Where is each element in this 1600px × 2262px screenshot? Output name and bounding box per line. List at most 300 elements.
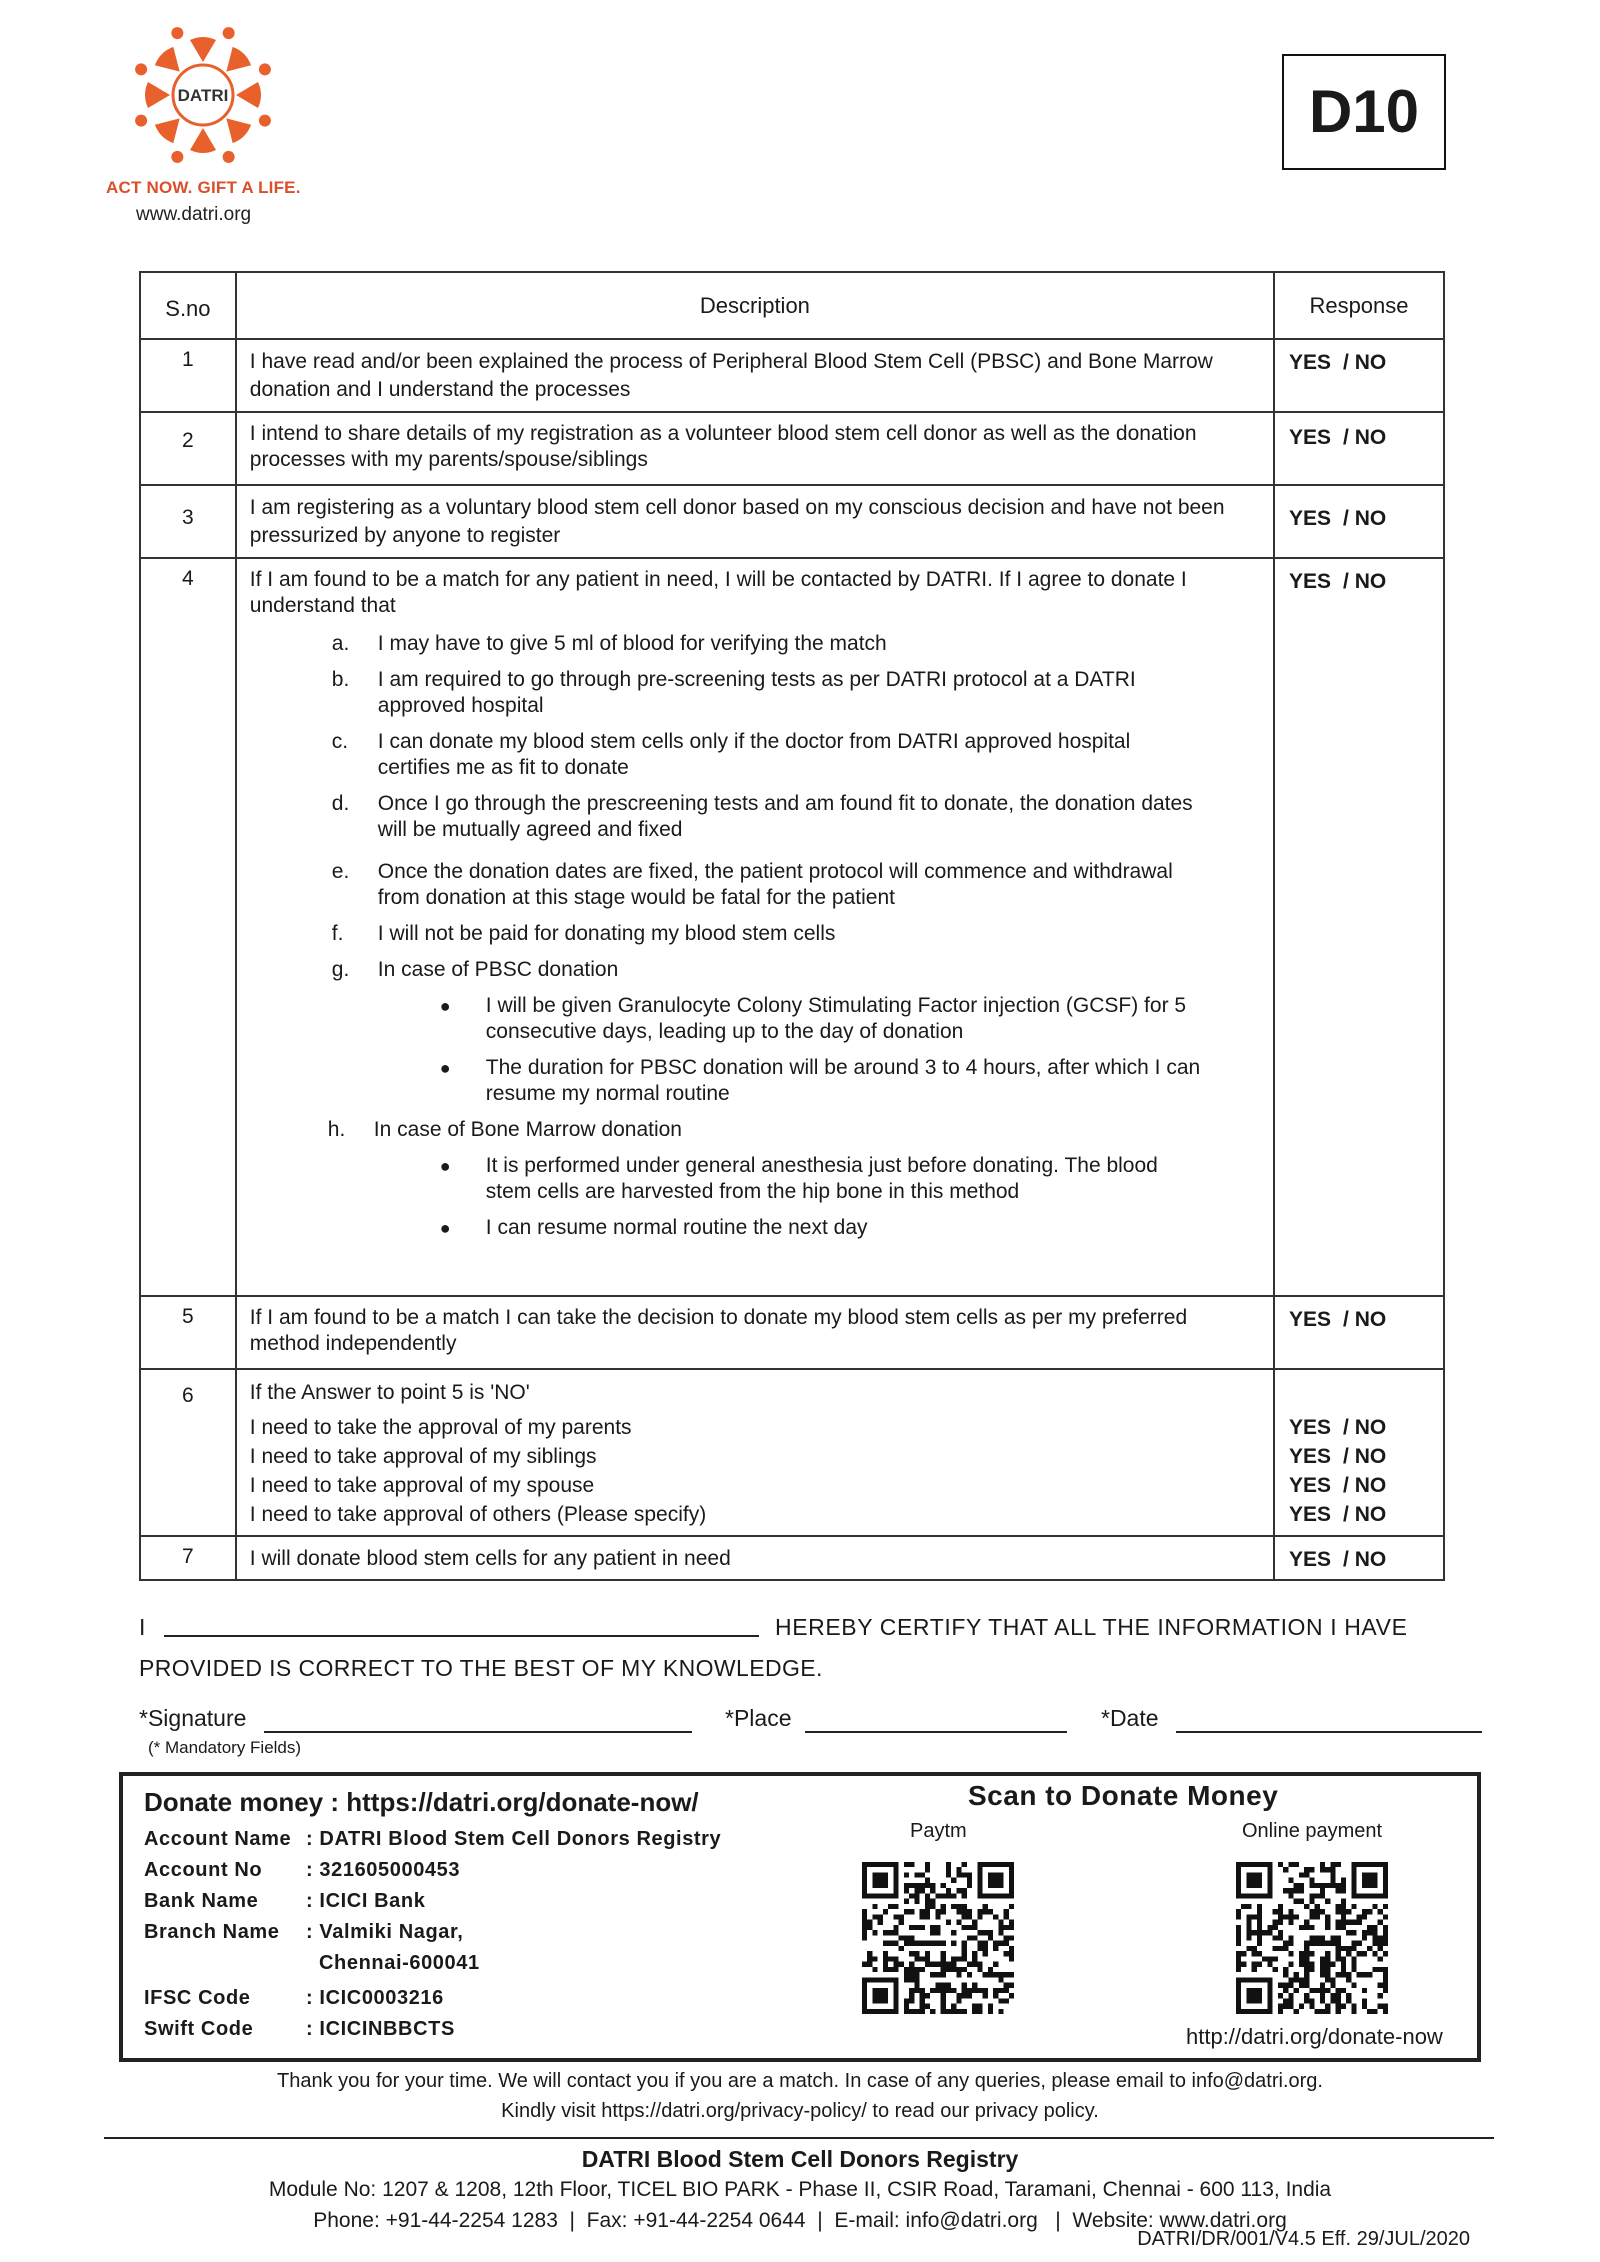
qr-module: [920, 1925, 925, 1930]
qr-module: [914, 1967, 919, 1972]
list-item: [250, 921, 1261, 947]
qr-module: [1336, 2004, 1341, 2009]
mandatory-note: (* Mandatory Fields): [148, 1738, 302, 1757]
qr-module: [1341, 1899, 1346, 1904]
qr-module: [1372, 1941, 1377, 1946]
qr-module: [1315, 1988, 1320, 1993]
qr-module: [1378, 1920, 1383, 1925]
qr-module: [1288, 2004, 1293, 2009]
qr-module: [930, 1883, 935, 1888]
place-label: *Place: [725, 1705, 792, 1731]
qr-module: [920, 1888, 925, 1893]
qr-module: [1257, 1941, 1262, 1946]
qr-module: [1325, 1977, 1330, 1982]
qr-module: [1304, 1983, 1309, 1988]
qr-module: [935, 1962, 940, 1967]
no-option[interactable]: / NO: [1343, 1503, 1387, 1526]
list-item: [250, 859, 1261, 911]
qr-module: [941, 1956, 946, 1961]
yes-option[interactable]: YES: [1289, 1308, 1332, 1331]
qr-module: [1325, 1941, 1330, 1946]
qr-module: [1351, 1930, 1356, 1935]
qr-module: [1383, 1904, 1388, 1909]
qr-module: [1346, 1930, 1351, 1935]
qr-module: [941, 1993, 946, 1998]
qr-module: [1367, 1972, 1372, 1977]
qr-module: [1294, 2009, 1299, 2014]
qr-module: [1004, 1988, 1009, 1993]
qr-module: [920, 1967, 925, 1972]
qr-module: [1009, 1956, 1014, 1961]
qr-module: [993, 1962, 998, 1967]
qr-module: [956, 1956, 961, 1961]
yes-option[interactable]: YES: [1289, 1445, 1332, 1468]
yes-option[interactable]: YES: [1289, 1548, 1332, 1571]
qr-module: [951, 1941, 956, 1946]
no-option[interactable]: / NO: [1343, 1445, 1387, 1468]
website-link[interactable]: www.datri.org: [136, 204, 252, 225]
qr-module: [1004, 1998, 1009, 2003]
qr-module: [1383, 1914, 1388, 1919]
no-option[interactable]: / NO: [1343, 1474, 1387, 1497]
qr-module: [1288, 1909, 1293, 1914]
qr-module: [914, 1872, 919, 1877]
qr-module: [904, 1935, 909, 1940]
qr-module: [983, 1951, 988, 1956]
paytm-qr-code[interactable]: [862, 1862, 1014, 2014]
qr-module: [962, 1941, 967, 1946]
qr-module: [1325, 1956, 1330, 1961]
registry-name: DATRI Blood Stem Cell Donors Registry: [581, 2146, 1019, 2172]
qr-module: [935, 1925, 940, 1930]
qr-module: [946, 2009, 951, 2014]
yes-option[interactable]: YES: [1289, 426, 1332, 449]
qr-module: [988, 2009, 993, 2014]
qr-module: [1304, 1951, 1309, 1956]
qr-module: [956, 1909, 961, 1914]
qr-module: [1330, 1867, 1335, 1872]
qr-module: [1336, 1951, 1341, 1956]
logo-dot: [257, 62, 273, 78]
bullet-text: I will be given Granulocyte Colony Stimulating Factor injection (GCSF) for 5 consecutive days, leading up to the day of donation: [485, 994, 1187, 1043]
table-row: [140, 1369, 1444, 1536]
qr-module: [1383, 1925, 1388, 1930]
qr-module: [1236, 1935, 1241, 1940]
logo-petal: [190, 37, 216, 62]
qr-module: [1294, 1914, 1299, 1919]
row-description: If I am found to be a match I can take the decision to donate my blood stem cells as per my preferred method independently: [236, 1296, 1274, 1369]
date-input-line[interactable]: [1176, 1711, 1482, 1733]
qr-module: [909, 1893, 914, 1898]
yes-no-response[interactable]: [1274, 412, 1444, 485]
item-letter: h.: [327, 1118, 346, 1141]
qr-module: [888, 1967, 893, 1972]
qr-module: [967, 1925, 972, 1930]
qr-module: [1336, 1909, 1341, 1914]
no-option[interactable]: / NO: [1343, 426, 1387, 449]
qr-module: [1330, 1878, 1335, 1883]
qr-module: [1257, 1935, 1262, 1940]
qr-module: [1288, 1977, 1293, 1982]
qr-module: [946, 1872, 951, 1877]
qr-module: [904, 1977, 909, 1982]
qr-module: [1246, 1946, 1251, 1951]
qr-module: [872, 1930, 877, 1935]
qr-module: [883, 1967, 888, 1972]
qr-module: [1299, 1951, 1304, 1956]
qr-module: [1336, 1862, 1341, 1867]
qr-module: [1383, 1988, 1388, 1993]
qr-module: [962, 1888, 967, 1893]
qr-module: [1320, 1867, 1325, 1872]
qr-module: [972, 1920, 977, 1925]
qr-module: [909, 1962, 914, 1967]
qr-module: [962, 1925, 967, 1930]
qr-module: [988, 1972, 993, 1977]
qr-module: [920, 1909, 925, 1914]
qr-module: [1299, 1977, 1304, 1982]
bank-key: Bank Name: [144, 1890, 259, 1912]
qr-module: [1357, 1951, 1362, 1956]
yes-no-response[interactable]: [1289, 1442, 1443, 1471]
yes-option[interactable]: YES: [1289, 570, 1332, 593]
qr-module: [872, 1914, 877, 1919]
qr-module: [967, 1972, 972, 1977]
qr-module: [1283, 1888, 1288, 1893]
qr-module: [1267, 1925, 1272, 1930]
qr-module: [893, 1967, 898, 1972]
qr-module: [904, 2004, 909, 2009]
qr-module: [1362, 2004, 1367, 2009]
qr-module: [1320, 1962, 1325, 1967]
yes-no-response[interactable]: [1274, 558, 1444, 1296]
qr-module: [962, 1872, 967, 1877]
qr-module: [1309, 1967, 1314, 1972]
qr-module: [920, 2009, 925, 2014]
qr-module: [941, 1904, 946, 1909]
qr-module: [1309, 1962, 1314, 1967]
qr-module: [972, 1988, 977, 1993]
qr-module: [914, 1925, 919, 1930]
no-option[interactable]: / NO: [1343, 351, 1387, 374]
qr-finder-core: [1246, 1872, 1262, 1888]
qr-module: [1252, 1962, 1257, 1967]
qr-module: [972, 2004, 977, 2009]
yes-no-response-group: [1274, 1369, 1444, 1536]
yes-no-response[interactable]: [1274, 485, 1444, 558]
qr-module: [1257, 1904, 1262, 1909]
qr-module: [1309, 1899, 1314, 1904]
bank-key: Branch Name: [144, 1921, 280, 1943]
qr-module: [1309, 1941, 1314, 1946]
qr-module: [1294, 1977, 1299, 1982]
cert-prefix: I: [139, 1614, 146, 1640]
qr-module: [1341, 1967, 1346, 1972]
yes-option[interactable]: YES: [1289, 507, 1332, 530]
qr-module: [1325, 1962, 1330, 1967]
yes-no-response[interactable]: [1289, 1413, 1443, 1442]
qr-module: [1325, 1988, 1330, 1993]
no-option[interactable]: / NO: [1343, 1308, 1387, 1331]
logo-dot: [133, 62, 149, 78]
qr-module: [1325, 1925, 1330, 1930]
qr-module: [1309, 1909, 1314, 1914]
bank-key: IFSC Code: [144, 1987, 251, 2009]
qr-module: [862, 1935, 867, 1940]
qr-module: [946, 1962, 951, 1967]
qr-module: [1372, 1930, 1377, 1935]
qr-module: [925, 1941, 930, 1946]
qr-module: [1278, 1904, 1283, 1909]
qr-module: [1383, 1941, 1388, 1946]
table-row: [140, 412, 1444, 485]
row-number: 6: [140, 1369, 236, 1536]
qr-module: [1330, 1935, 1335, 1940]
qr-module: [962, 1988, 967, 1993]
qr-module: [1273, 1956, 1278, 1961]
no-option[interactable]: / NO: [1343, 1548, 1387, 1571]
row-number: 4: [140, 558, 236, 1296]
qr-module: [1320, 1993, 1325, 1998]
qr-module: [962, 1909, 967, 1914]
qr-module: [930, 1904, 935, 1909]
no-option[interactable]: / NO: [1343, 570, 1387, 593]
donate-heading[interactable]: Donate money : https://datri.org/donate-now/: [144, 1787, 699, 1817]
table-row: [140, 1296, 1444, 1369]
qr-module: [1325, 1967, 1330, 1972]
qr-module: [909, 1862, 914, 1867]
qr-module: [1252, 1951, 1257, 1956]
qr-module: [1304, 1925, 1309, 1930]
qr-module: [1336, 1904, 1341, 1909]
qr-module: [1315, 1914, 1320, 1919]
qr-module: [904, 1862, 909, 1867]
qr-module: [904, 1899, 909, 1904]
list-item: [250, 631, 1261, 657]
qr-module: [941, 1941, 946, 1946]
qr-module: [925, 1951, 930, 1956]
qr-module: [1257, 1930, 1262, 1935]
qr-module: [962, 1956, 967, 1961]
qr-finder-core: [872, 1988, 888, 2004]
donate-url-link[interactable]: http://datri.org/donate-now: [1186, 2024, 1443, 2049]
qr-module: [1362, 1930, 1367, 1935]
item-letter: d.: [331, 792, 350, 815]
yes-no-response[interactable]: [1289, 1500, 1443, 1529]
qr-module: [1351, 1941, 1356, 1946]
bank-row: [144, 1886, 721, 1917]
qr-module: [1278, 2009, 1283, 2014]
qr-module: [1299, 1899, 1304, 1904]
qr-module: [941, 1909, 946, 1914]
qr-module: [946, 1893, 951, 1898]
qr-module: [1278, 1930, 1283, 1935]
qr-module: [878, 1920, 883, 1925]
qr-module: [998, 1925, 1003, 1930]
qr-module: [1294, 1899, 1299, 1904]
qr-module: [1383, 1930, 1388, 1935]
qr-module: [1257, 1914, 1262, 1919]
qr-module: [925, 1883, 930, 1888]
qr-module: [1351, 1983, 1356, 1988]
place-input-line[interactable]: [805, 1711, 1067, 1733]
qr-module: [946, 1983, 951, 1988]
qr-module: [1372, 1951, 1377, 1956]
bank-row: [144, 1824, 721, 1855]
qr-module: [962, 1904, 967, 1909]
yes-no-response[interactable]: [1289, 1471, 1443, 1500]
qr-module: [1236, 1951, 1241, 1956]
signature-input-line[interactable]: [264, 1711, 692, 1733]
qr-module: [1330, 1998, 1335, 2003]
qr-module: [899, 1946, 904, 1951]
qr-module: [920, 1956, 925, 1961]
qr-module: [1236, 1941, 1241, 1946]
qr-module: [1299, 1925, 1304, 1930]
qr-module: [951, 2004, 956, 2009]
no-option[interactable]: / NO: [1343, 1416, 1387, 1439]
qr-module: [1236, 1925, 1241, 1930]
qr-module: [1341, 1925, 1346, 1930]
row-description: If I am found to be a match for any patient in need, I will be contacted by DATRI. If I agree to donate I understand that: [249, 568, 1187, 617]
qr-module: [893, 1956, 898, 1961]
qr-module: [1341, 2004, 1346, 2009]
qr-module: [1288, 1914, 1293, 1919]
qr-module: [1330, 1862, 1335, 1867]
qr-module: [941, 1998, 946, 2003]
qr-module: [998, 1920, 1003, 1925]
qr-module: [1304, 1998, 1309, 2003]
qr-module: [967, 1962, 972, 1967]
qr-module: [1241, 1904, 1246, 1909]
bullet-icon: ●: [439, 1058, 451, 1078]
qr-module: [941, 1893, 946, 1898]
qr-module: [930, 1972, 935, 1977]
qr-module: [977, 2009, 982, 2014]
qr-module: [1278, 1920, 1283, 1925]
qr-module: [1273, 1920, 1278, 1925]
qr-module: [909, 1883, 914, 1888]
qr-module: [1315, 1893, 1320, 1898]
approval-line: I need to take approval of others (Please specify): [249, 1503, 707, 1526]
qr-module: [998, 1988, 1003, 1993]
qr-module: [1357, 1920, 1362, 1925]
qr-module: [1341, 1914, 1346, 1919]
item-letter: a.: [331, 632, 350, 655]
qr-module: [1246, 1914, 1251, 1919]
qr-module: [977, 1967, 982, 1972]
yes-no-response[interactable]: [1274, 1296, 1444, 1369]
row-description: I will donate blood stem cells for any patient in need: [236, 1536, 1274, 1580]
qr-module: [1262, 1956, 1267, 1961]
qr-module: [904, 1872, 909, 1877]
qr-module: [920, 2004, 925, 2009]
qr-module: [941, 1951, 946, 1956]
qr-module: [1367, 1925, 1372, 1930]
qr-module: [977, 1946, 982, 1951]
qr-module: [1362, 1951, 1367, 1956]
qr-module: [925, 1867, 930, 1872]
qr-module: [872, 1956, 877, 1961]
qr-module: [872, 1967, 877, 1972]
qr-module: [1383, 1935, 1388, 1940]
qr-module: [925, 1862, 930, 1867]
yes-no-response[interactable]: [1274, 1536, 1444, 1580]
row-number: 1: [140, 339, 236, 412]
qr-module: [1372, 1935, 1377, 1940]
qr-module: [904, 1909, 909, 1914]
qr-module: [904, 1941, 909, 1946]
qr-module: [946, 1920, 951, 1925]
qr-module: [925, 1904, 930, 1909]
qr-module: [925, 1909, 930, 1914]
qr-module: [951, 1988, 956, 1993]
yes-option[interactable]: YES: [1289, 1416, 1332, 1439]
qr-module: [962, 2009, 967, 2014]
online-payment-qr-code[interactable]: [1236, 1862, 1388, 2014]
certification-line-2: PROVIDED IS CORRECT TO THE BEST OF MY KNOWLEDGE.: [139, 1655, 823, 1681]
qr-module: [993, 1972, 998, 1977]
qr-module: [1330, 1993, 1335, 1998]
yes-option[interactable]: YES: [1289, 351, 1332, 374]
qr-module: [1362, 1998, 1367, 2003]
yes-option[interactable]: YES: [1289, 1474, 1332, 1497]
qr-module: [1309, 1925, 1314, 1930]
qr-module: [914, 1956, 919, 1961]
conditions-list: [250, 631, 1261, 983]
qr-module: [977, 1930, 982, 1935]
row-description: I am registering as a voluntary blood stem cell donor based on my conscious decision and have not been pressurized by anyone to register: [236, 485, 1274, 558]
qr-module: [1351, 1967, 1356, 1972]
bank-value: : Valmiki Nagar,: [306, 1921, 464, 1943]
qr-module: [983, 1909, 988, 1914]
qr-module: [1283, 1946, 1288, 1951]
bullet-icon: ●: [439, 1156, 451, 1176]
qr-module: [962, 1893, 967, 1898]
no-option[interactable]: / NO: [1343, 507, 1387, 530]
qr-module: [935, 1972, 940, 1977]
yes-option[interactable]: YES: [1289, 1503, 1332, 1526]
qr-module: [972, 1935, 977, 1940]
yes-no-response[interactable]: [1274, 339, 1444, 412]
approval-line: I need to take approval of my siblings: [249, 1445, 597, 1468]
qr-finder-core: [872, 1872, 888, 1888]
bullet-text: The duration for PBSC donation will be around 3 to 4 hours, after which I can resume my normal routine: [485, 1056, 1201, 1105]
qr-module: [1004, 1941, 1009, 1946]
row-description: If the Answer to point 5 is 'NO': [249, 1381, 530, 1404]
qr-module: [956, 1972, 961, 1977]
datri-logo: [128, 20, 278, 170]
qr-module: [899, 1962, 904, 1967]
qr-module: [956, 1888, 961, 1893]
qr-module: [993, 1914, 998, 1919]
name-input-line[interactable]: [164, 1613, 759, 1637]
qr-module: [1336, 1956, 1341, 1961]
qr-module: [1299, 1888, 1304, 1893]
qr-module: [1346, 1998, 1351, 2003]
qr-module: [1330, 1941, 1335, 1946]
item-text: I may have to give 5 ml of blood for verifying the match: [377, 632, 887, 655]
qr-module: [1004, 1909, 1009, 1914]
qr-module: [1346, 1972, 1351, 1977]
qr-module: [1252, 1967, 1257, 1972]
privacy-note: Kindly visit https://datri.org/privacy-policy/ to read our privacy policy.: [501, 2100, 1099, 2122]
qr-module: [998, 1972, 1003, 1977]
qr-module: [967, 1878, 972, 1883]
qr-module: [1330, 1883, 1335, 1888]
row-number: 2: [140, 412, 236, 485]
qr-module: [967, 1883, 972, 1888]
